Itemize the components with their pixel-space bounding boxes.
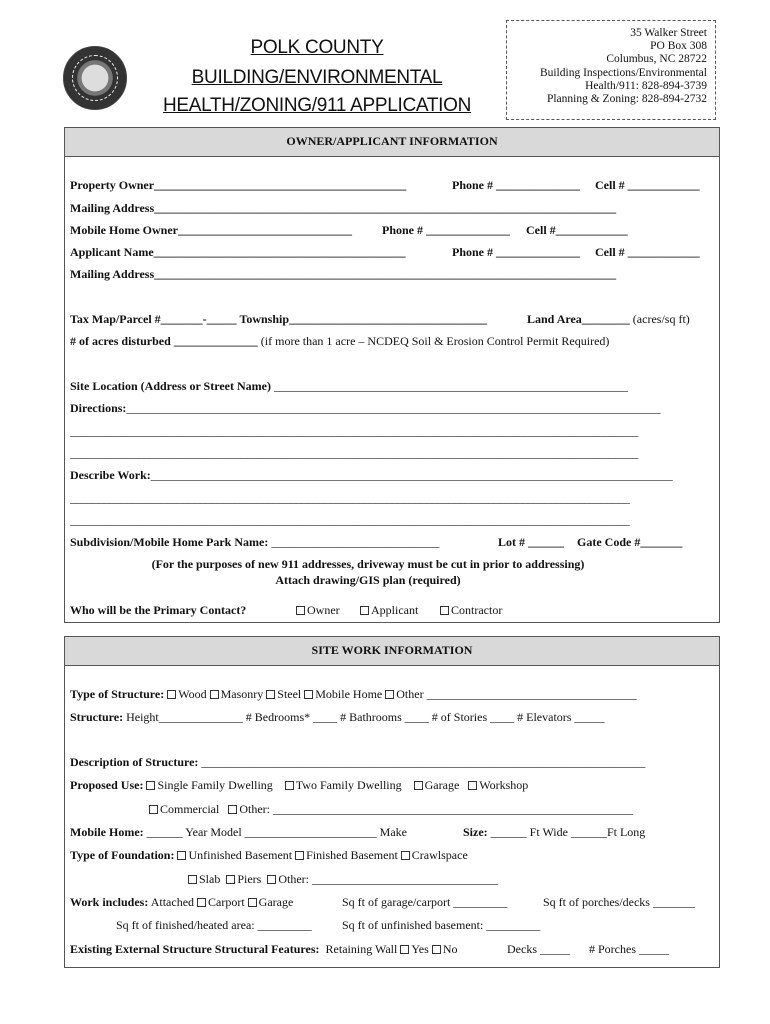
applicant-mailing-address-field[interactable]: Mailing Address_____________________________________________________________________________ <box>70 267 617 281</box>
directions-field[interactable]: _________________________________________________________________________________________ <box>126 401 661 415</box>
structure-details-row <box>70 710 604 725</box>
directions-label: Directions: <box>70 401 127 415</box>
drawing-required-note: Attach drawing/GIS plan (required) <box>275 573 461 587</box>
use-single-family-option[interactable]: Single Family Dwelling <box>146 778 272 792</box>
type-steel-option[interactable]: Steel <box>266 687 301 701</box>
proposed-use-row2 <box>149 802 633 817</box>
checkbox-icon[interactable] <box>385 690 394 699</box>
description-row <box>70 755 645 770</box>
mobile-home-size-group <box>463 825 645 840</box>
description-field[interactable]: __________________________________________________________________________ <box>201 755 646 769</box>
form-title-line3: HEALTH/ZONING/911 APPLICATION <box>162 95 472 116</box>
work-includes-label: Work includes: <box>70 895 149 909</box>
work-includes-attached: Attached <box>150 895 195 909</box>
use-other-option[interactable]: Other: <box>228 802 270 816</box>
work-garage-option[interactable]: Garage <box>248 895 294 909</box>
foundation-label: Type of Foundation: <box>70 848 175 862</box>
site-location-field[interactable]: ___________________________________________________________ <box>273 379 628 393</box>
sqft-unfinished-field[interactable]: Sq ft of unfinished basement: _________ <box>342 918 541 932</box>
checkbox-icon[interactable] <box>285 781 294 790</box>
type-other-option[interactable]: Other <box>385 687 423 701</box>
retaining-yes-option[interactable]: Yes <box>400 942 428 956</box>
mobile-home-model-field[interactable]: ______ Year Model ______________________ Make <box>146 825 407 839</box>
checkbox-icon[interactable] <box>146 781 155 790</box>
type-wood-option[interactable]: Wood <box>167 687 206 701</box>
foundation-other-option[interactable]: Other: <box>267 872 309 886</box>
tax-map-township-field[interactable]: Tax Map/Parcel #_______-_____ Township_________________________________ <box>70 312 488 326</box>
sqft-finished-field[interactable]: Sq ft of finished/heated area: _________ <box>116 918 312 932</box>
describe-work-field-line3[interactable]: ___________________________________________________________________________________________________ <box>70 513 630 527</box>
describe-work-group <box>70 468 673 483</box>
structure-type-row <box>70 687 637 702</box>
acres-disturbed-field[interactable]: # of acres disturbed ______________ <box>70 334 258 348</box>
applicant-phone-field[interactable]: Phone # ______________ <box>452 245 581 259</box>
site-location-group <box>70 379 628 394</box>
land-area-unit: (acres/sq ft) <box>632 312 690 326</box>
foundation-unfinished-option[interactable]: Unfinished Basement <box>177 848 292 862</box>
use-two-family-option[interactable]: Two Family Dwelling <box>285 778 402 792</box>
checkbox-icon[interactable] <box>226 875 235 884</box>
site-section-heading: SITE WORK INFORMATION <box>65 637 719 666</box>
subdivision-field[interactable]: ____________________________ <box>271 535 440 549</box>
work-carport-option[interactable]: Carport <box>197 895 245 909</box>
work-includes-row <box>70 895 293 910</box>
type-masonry-option[interactable]: Masonry <box>210 687 264 701</box>
address-line: Columbus, NC 28722 <box>606 53 707 66</box>
porches-field[interactable]: # Porches _____ <box>589 942 669 956</box>
property-owner-cell-field[interactable]: Cell # ____________ <box>595 178 700 192</box>
property-owner-phone-field[interactable]: Phone # ______________ <box>452 178 581 192</box>
address-line: PO Box 308 <box>650 40 707 53</box>
directions-group <box>70 401 660 416</box>
retaining-no-option[interactable]: No <box>432 942 458 956</box>
checkbox-icon[interactable] <box>360 606 369 615</box>
checkbox-icon[interactable] <box>149 805 158 814</box>
primary-contact-owner-option[interactable]: Owner <box>296 603 340 618</box>
foundation-slab-option[interactable]: Slab <box>188 872 220 886</box>
structure-bedrooms-field[interactable]: # Bedrooms* ____ <box>245 710 338 724</box>
foundation-piers-option[interactable]: Piers <box>226 872 261 886</box>
checkbox-icon[interactable] <box>248 898 257 907</box>
form-title-line2: BUILDING/ENVIRONMENTAL <box>191 67 443 88</box>
applicant-name-field[interactable]: Applicant Name__________________________________________ <box>70 245 406 259</box>
structure-elevators-field[interactable]: # Elevators _____ <box>517 710 605 724</box>
foundation-other-field[interactable]: _______________________________ <box>312 872 498 886</box>
describe-work-label: Describe Work: <box>70 468 151 482</box>
retaining-wall-label: Retaining Wall <box>325 942 398 956</box>
use-garage-option[interactable]: Garage <box>414 778 460 792</box>
acres-disturbed-group <box>70 334 609 349</box>
county-seal-logo <box>63 46 127 110</box>
structure-label: Structure: <box>70 710 124 724</box>
checkbox-icon[interactable] <box>432 945 441 954</box>
checkbox-icon[interactable] <box>400 945 409 954</box>
checkbox-icon[interactable] <box>267 875 276 884</box>
structure-bathrooms-field[interactable]: # Bathrooms ____ <box>340 710 429 724</box>
form-title-line1: POLK COUNTY <box>250 37 384 58</box>
primary-contact-applicant-option[interactable]: Applicant <box>360 603 418 618</box>
checkbox-icon[interactable] <box>188 875 197 884</box>
checkbox-icon[interactable] <box>177 851 186 860</box>
checkbox-icon[interactable] <box>468 781 477 790</box>
existing-features-row <box>70 942 457 957</box>
foundation-row <box>70 848 468 863</box>
structure-stories-field[interactable]: # of Stories ____ <box>431 710 515 724</box>
structure-height-field[interactable]: Height______________ <box>126 710 243 724</box>
primary-contact-label: Who will be the Primary Contact? <box>70 603 247 617</box>
checkbox-icon[interactable] <box>197 898 206 907</box>
property-owner-field[interactable]: Property Owner__________________________________________ <box>70 178 407 192</box>
type-mobile-home-option[interactable]: Mobile Home <box>304 687 382 701</box>
sqft-porches-field[interactable]: Sq ft of porches/decks _______ <box>543 895 695 909</box>
addressing-note: (For the purposes of new 911 addresses, driveway must be cut in prior to addressing) <box>151 557 585 571</box>
proposed-use-row <box>70 778 528 793</box>
land-area-field[interactable]: Land Area________ <box>527 312 630 326</box>
gate-code-field[interactable]: Gate Code #_______ <box>577 535 683 549</box>
existing-features-label: Existing External Structure Structural Features: <box>70 942 320 956</box>
mobile-home-row <box>70 825 407 840</box>
primary-contact-contractor-option[interactable]: Contractor <box>440 603 502 618</box>
use-other-field[interactable]: ____________________________________________________________ <box>272 802 633 816</box>
site-location-label: Site Location (Address or Street Name) <box>70 379 271 393</box>
checkbox-icon[interactable] <box>228 805 237 814</box>
structure-type-label: Type of Structure: <box>70 687 165 701</box>
owner-section-heading: OWNER/APPLICANT INFORMATION <box>65 128 719 157</box>
directions-field-line3[interactable]: ____________________________________________________________________________________________________ <box>70 446 639 460</box>
mobile-home-owner-cell-field[interactable]: Cell #____________ <box>526 223 628 237</box>
foundation-row2 <box>188 872 498 887</box>
checkbox-icon[interactable] <box>304 690 313 699</box>
checkbox-icon[interactable] <box>296 606 305 615</box>
mobile-home-owner-field[interactable]: Mobile Home Owner_____________________________ <box>70 223 352 237</box>
describe-work-field-line2[interactable]: ___________________________________________________________________________________________________ <box>70 491 630 505</box>
mobile-home-owner-phone-field[interactable]: Phone # ______________ <box>382 223 511 237</box>
decks-field[interactable]: Decks _____ <box>507 942 570 956</box>
address-line: Health/911: 828-894-3739 <box>585 79 707 92</box>
checkbox-icon[interactable] <box>266 690 275 699</box>
directions-field-line2[interactable]: ____________________________________________________________________________________________________ <box>70 424 639 438</box>
checkbox-icon[interactable] <box>401 851 410 860</box>
use-workshop-option[interactable]: Workshop <box>468 778 528 792</box>
use-commercial-option[interactable]: Commercial <box>149 802 219 816</box>
sqft-garage-field[interactable]: Sq ft of garage/carport _________ <box>342 895 508 909</box>
office-address-box <box>506 20 716 120</box>
subdivision-group <box>70 535 439 550</box>
mailing-address-field[interactable]: Mailing Address_____________________________________________________________________________ <box>70 201 617 215</box>
applicant-cell-field[interactable]: Cell # ____________ <box>595 245 700 259</box>
checkbox-icon[interactable] <box>295 851 304 860</box>
proposed-use-label: Proposed Use: <box>70 778 144 792</box>
foundation-finished-option[interactable]: Finished Basement <box>295 848 398 862</box>
checkbox-icon[interactable] <box>167 690 176 699</box>
type-other-field[interactable]: ___________________________________ <box>426 687 637 701</box>
mobile-home-label: Mobile Home: <box>70 825 144 839</box>
checkbox-icon[interactable] <box>414 781 423 790</box>
address-line: Building Inspections/Environmental <box>539 66 707 79</box>
address-line: 35 Walker Street <box>630 27 707 39</box>
checkbox-icon[interactable] <box>440 606 449 615</box>
foundation-crawlspace-option[interactable]: Crawlspace <box>401 848 468 862</box>
acres-disturbed-note: (if more than 1 acre – NCDEQ Soil & Erosion Control Permit Required) <box>260 334 610 348</box>
mobile-size-field[interactable]: ______ Ft Wide ______Ft Long <box>490 825 646 839</box>
lot-number-field[interactable]: Lot # ______ <box>498 535 564 549</box>
address-line: Planning & Zoning: 828-894-2732 <box>546 93 707 106</box>
mobile-size-label: Size: <box>463 825 488 839</box>
describe-work-field[interactable]: _______________________________________________________________________________________ <box>150 468 673 482</box>
subdivision-label: Subdivision/Mobile Home Park Name: <box>70 535 269 549</box>
description-label: Description of Structure: <box>70 755 199 769</box>
checkbox-icon[interactable] <box>210 690 219 699</box>
land-area-group <box>527 312 690 327</box>
